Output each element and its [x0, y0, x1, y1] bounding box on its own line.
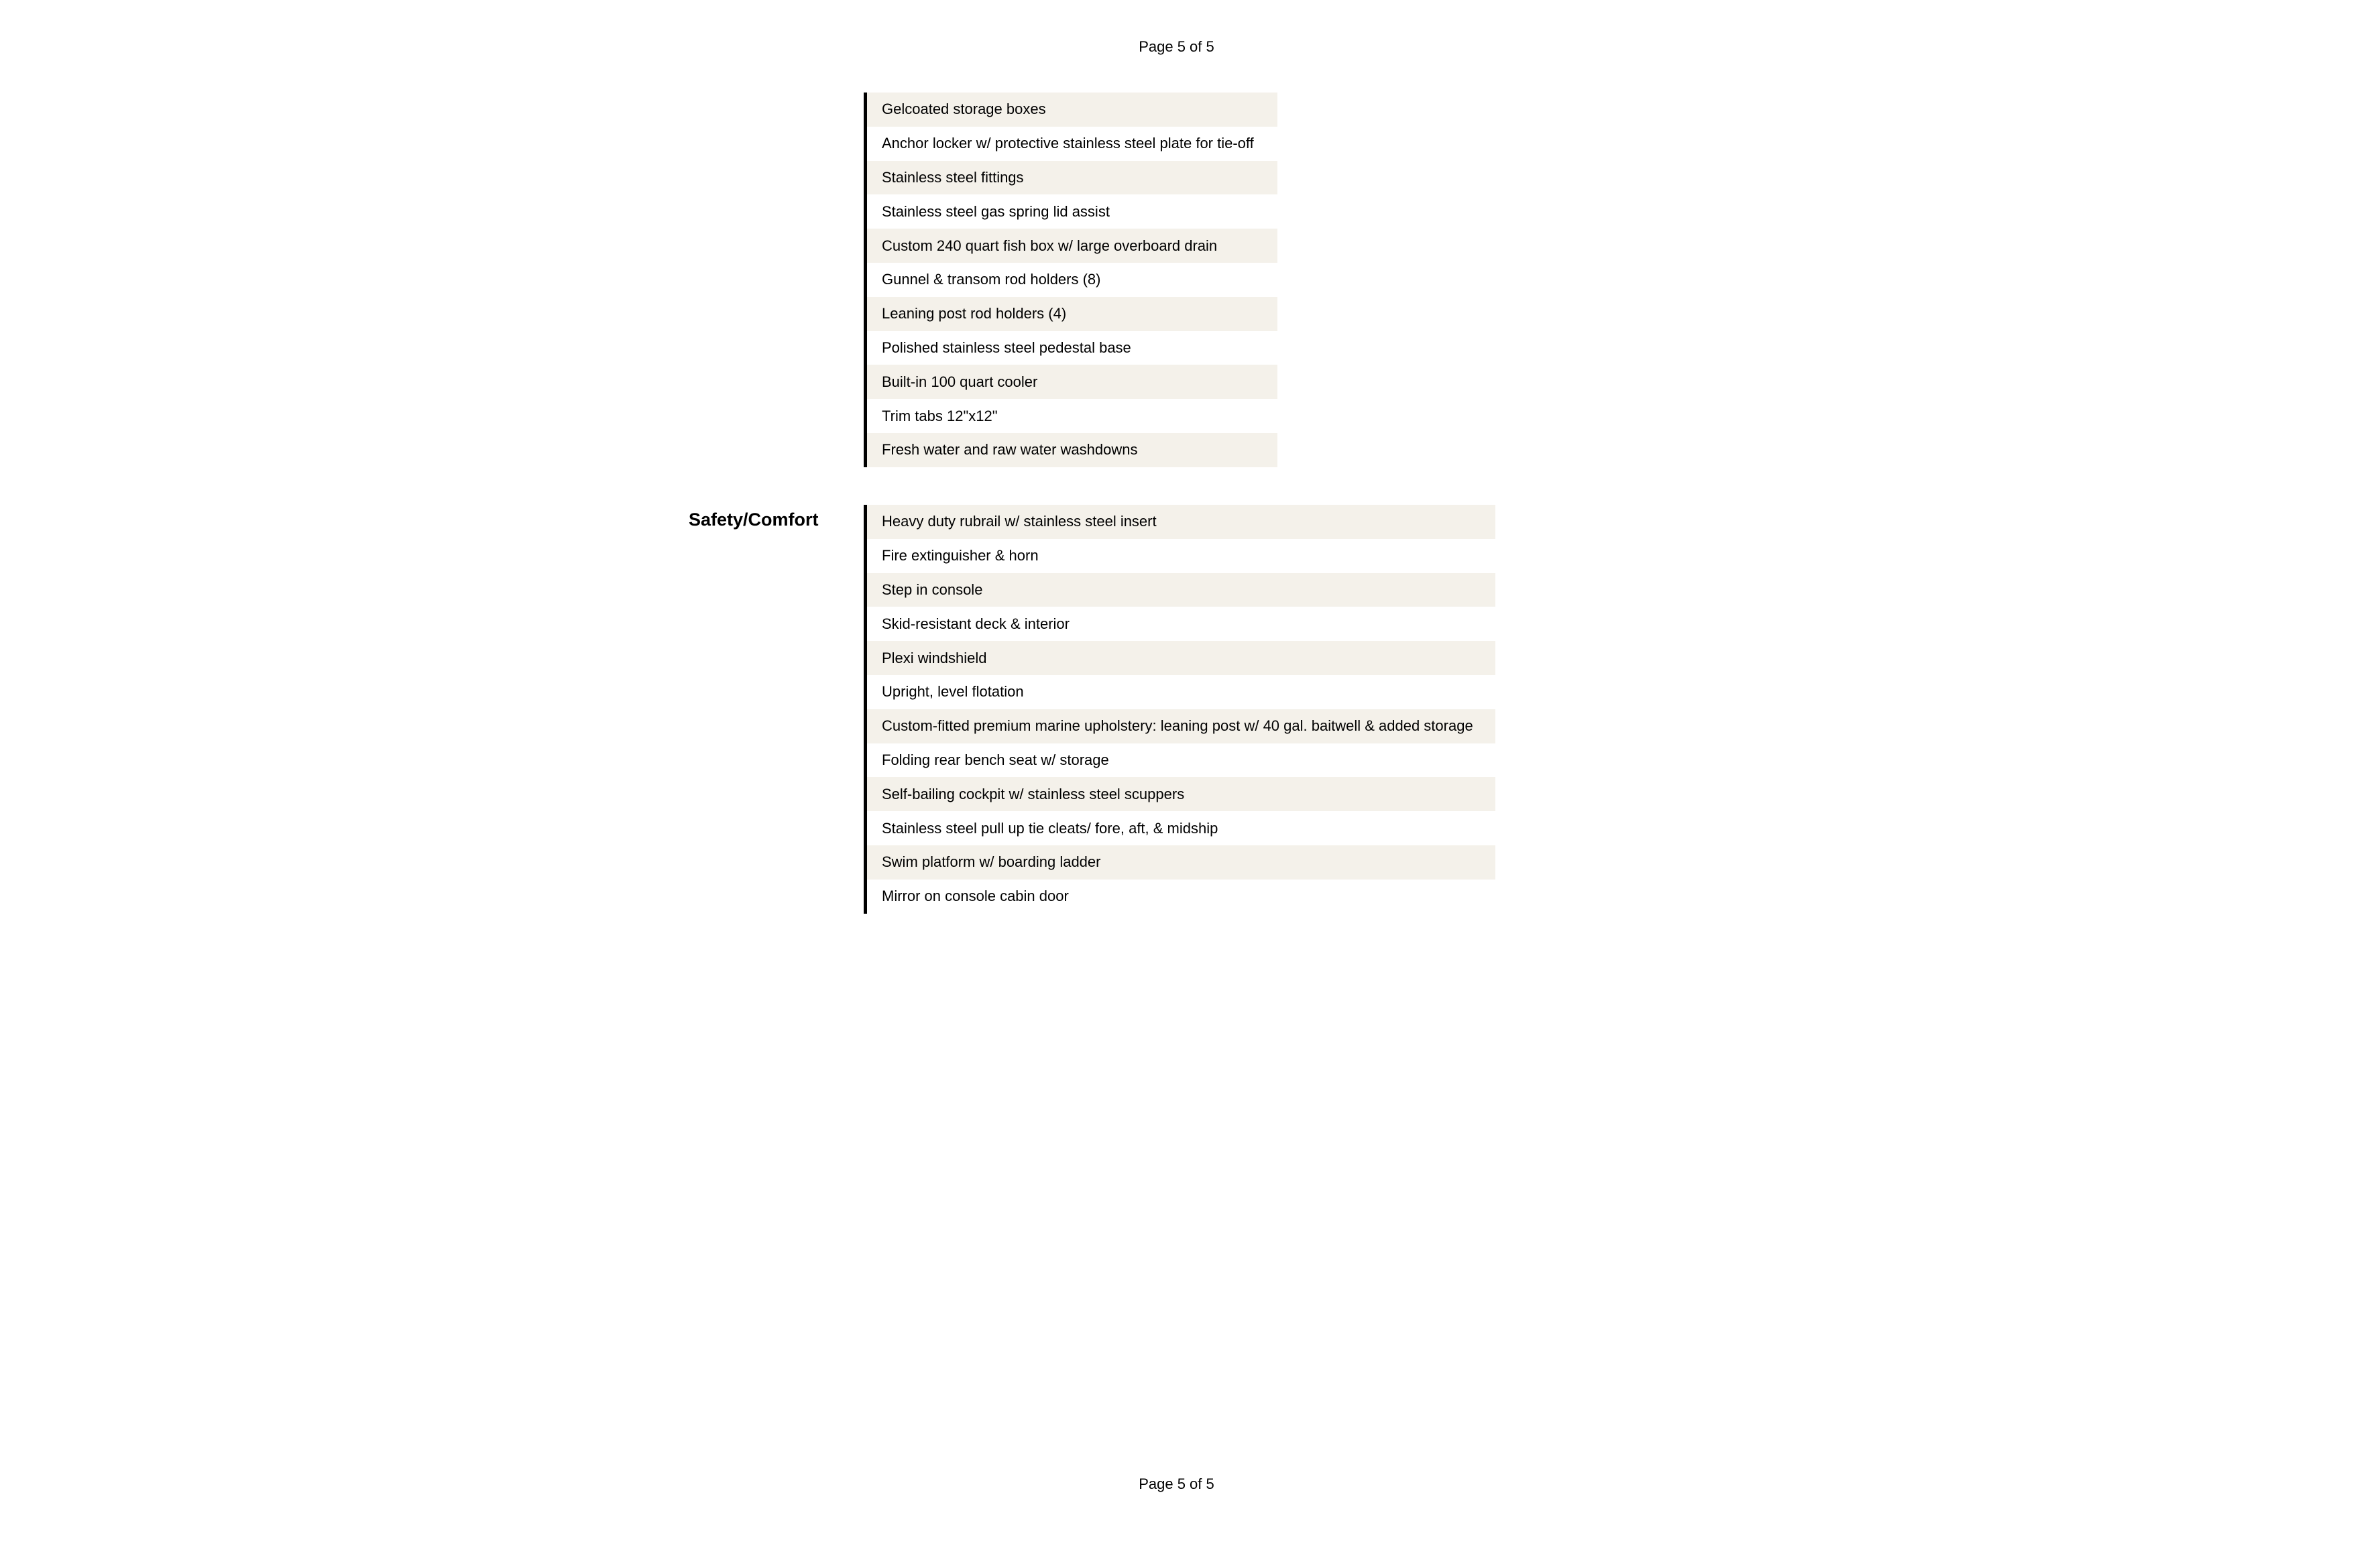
feature-row: Stainless steel gas spring lid assist [867, 194, 1277, 229]
feature-row: Self-bailing cockpit w/ stainless steel scuppers [867, 777, 1495, 811]
feature-list [864, 93, 1277, 467]
feature-row: Fire extinguisher & horn [867, 539, 1495, 573]
feature-row: Built-in 100 quart cooler [867, 365, 1277, 399]
feature-row: Leaning post rod holders (4) [867, 297, 1277, 331]
feature-row: Trim tabs 12"x12" [867, 399, 1277, 433]
feature-row: Upright, level flotation [867, 675, 1495, 709]
feature-row: Mirror on console cabin door [867, 880, 1495, 914]
feature-row: Plexi windshield [867, 641, 1495, 675]
feature-row: Swim platform w/ boarding ladder [867, 845, 1495, 880]
feature-row: Custom 240 quart fish box w/ large overboard drain [867, 229, 1277, 263]
feature-row: Skid-resistant deck & interior [867, 607, 1495, 641]
feature-row: Heavy duty rubrail w/ stainless steel insert [867, 505, 1495, 539]
feature-row: Anchor locker w/ protective stainless steel plate for tie-off [867, 127, 1277, 161]
feature-row: Fresh water and raw water washdowns [867, 433, 1277, 467]
feature-row: Stainless steel pull up tie cleats/ fore, aft, & midship [867, 811, 1495, 845]
feature-list [864, 505, 1495, 914]
feature-row: Stainless steel fittings [867, 161, 1277, 195]
features-section-continued [864, 93, 1277, 467]
feature-row: Polished stainless steel pedestal base [867, 331, 1277, 365]
feature-row: Step in console [867, 573, 1495, 607]
page-number-header: Page 5 of 5 [1139, 38, 1214, 55]
page-number-footer: Page 5 of 5 [1139, 1475, 1214, 1492]
section-title: Safety/Comfort [689, 509, 819, 530]
feature-row: Custom-fitted premium marine upholstery: leaning post w/ 40 gal. baitwell & added storage [867, 709, 1495, 743]
feature-row: Folding rear bench seat w/ storage [867, 743, 1495, 778]
features-section-safety-comfort [689, 505, 1495, 914]
feature-row: Gunnel & transom rod holders (8) [867, 263, 1277, 297]
feature-row: Gelcoated storage boxes [867, 93, 1277, 127]
